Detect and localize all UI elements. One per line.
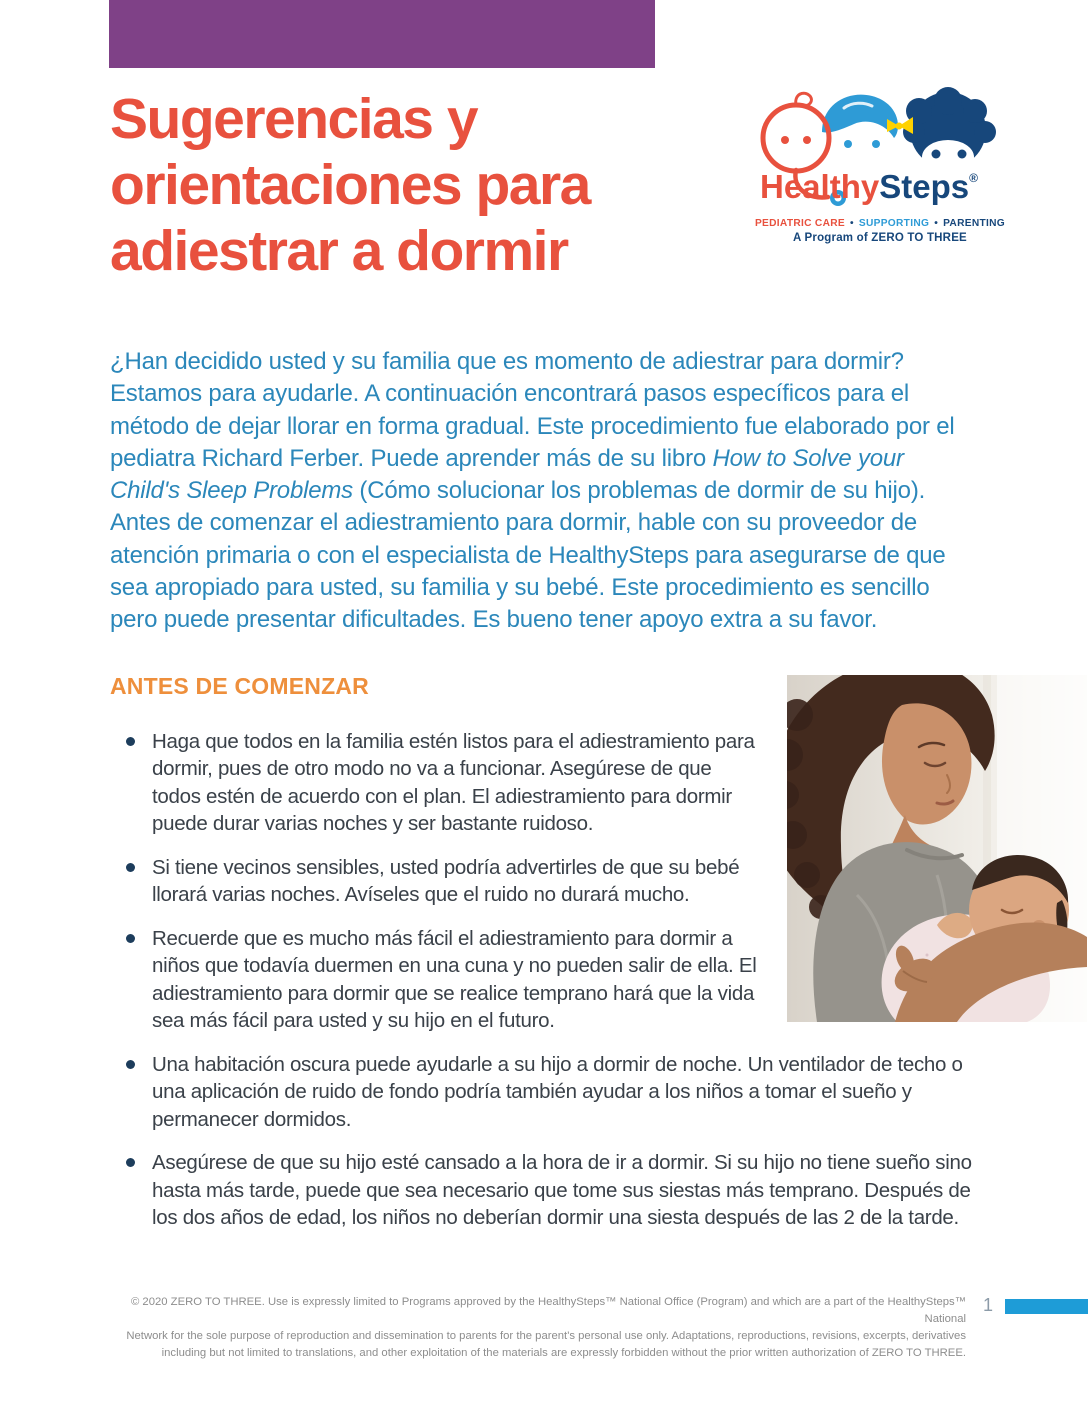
footer-accent-bar (1005, 1299, 1088, 1314)
bullet-text: Asegúrese de que su hijo esté cansado a la hora de ir a dormir. Si su hijo no tiene sueño sino hasta más tarde, puede que sea necesario que tome sus siestas más temprano. Después de los dos años de edad, los niños no deberían dormir una siesta después de las 2 de la tarde. (152, 1151, 972, 1230)
logo-wordmark-healthy: Healthy (760, 168, 880, 205)
copyright-line-1: © 2020 ZERO TO THREE. Use is expressly limited to Programs approved by the HealthySteps™ National Office (Program) and which are a part of the HealthySteps™ National (130, 1296, 966, 1325)
copyright-line-2: Network for the sole purpose of reproduction and dissemination to parents for the parent's personal use only. Adaptations, reproductions, revisions, excerpts, derivatives (126, 1330, 966, 1342)
header-accent-bar (109, 0, 655, 68)
page-title-line-3: adiestrar a dormir (110, 219, 568, 283)
bullet-text: Recuerde que es mucho más fácil el adiestramiento para dormir a niños que todavía duermen en una cuna y no pueden salir de ella. El adiestramiento para dormir que se realice temprano hará que la vida sea más fácil para usted y su hijo en el futuro. (152, 926, 757, 1033)
page-footer (110, 1294, 1088, 1362)
list-item (110, 728, 986, 838)
logo-wordmark-steps: Steps (879, 168, 970, 205)
main-content (110, 346, 986, 1248)
list-item (110, 854, 986, 909)
list-item (110, 1051, 986, 1134)
page-title-line-1: Sugerencias y (110, 87, 478, 151)
copyright-line-3: including but not limited to translations, and other exploitation of the materials are expressly forbidden without the prior written authorization of ZERO TO THREE. (161, 1347, 966, 1359)
intro-book-title: How to Solve your Child's Sleep Problems (110, 444, 904, 505)
registered-trademark-icon: ® (969, 171, 978, 185)
healthysteps-logo (752, 80, 1008, 244)
page-title-line-2: orientaciones para (110, 153, 590, 217)
child-afro-icon (903, 87, 996, 174)
page-number: 1 (983, 1295, 994, 1315)
logo-wordmark (760, 168, 978, 205)
intro-text-1: ¿Han decidido usted y su familia que es momento de adiestrar para dormir? Estamos para ayudarle. A continuación encontrará pasos específicos para el método de dejar llorar en forma gradual. Este procedimiento fue elaborado por el pediatra Richard Ferber. Puede aprender más de su libro (110, 348, 955, 472)
list-item (110, 925, 986, 1035)
tagline-supporting: SUPPORTING (858, 218, 930, 229)
tagline-pediatric-care: PEDIATRIC CARE (754, 218, 845, 229)
copyright-notice (110, 1294, 966, 1362)
bullet-text: Una habitación oscura puede ayudarle a su hijo a dormir de noche. Un ventilador de techo o una aplicación de ruido de fondo podría también ayudar a los niños a tomar el sueño y permanecer dormidos. (152, 1052, 963, 1131)
before-you-begin-section (110, 673, 986, 1232)
intro-paragraph (110, 346, 968, 637)
healthysteps-logo-graphic (752, 80, 1008, 216)
logo-program-line: A Program of ZERO TO THREE (793, 232, 967, 244)
bullet-text: Si tiene vecinos sensibles, usted podría advertirles de que su bebé llorará varias noches. Avíseles que el ruido no durará mucho. (152, 855, 740, 907)
bullet-list (110, 728, 986, 1232)
child-bow-icon (822, 95, 913, 148)
baby-face-icon (763, 93, 829, 171)
tagline-separator-icon: • (934, 218, 939, 229)
section-heading-antes-de-comenzar: ANTES DE COMENZAR (110, 672, 369, 699)
tagline-separator-icon: • (849, 218, 854, 229)
bullet-text: Haga que todos en la familia estén listos para el adiestramiento para dormir, pues de otro modo no va a funcionar. Asegúrese de que todos estén de acuerdo con el plan. El adiestramiento para dormir puede durar varias noches y ser bastante ruidoso. (152, 729, 755, 836)
logo-tagline (752, 218, 1008, 229)
tagline-parenting: PARENTING (943, 218, 1006, 229)
page-title (110, 86, 590, 284)
intro-text-2: (Cómo solucionar los problemas de dormir de su hijo). Antes de comenzar el adiestramiento para dormir, hable con su proveedor de atención primaria o con el especialista de HealthySteps para asegurarse de que sea apropiado para usted, su familia y su bebé. Este procedimiento es sencillo pero puede presentar dificultades. Es bueno tener apoyo extra a su favor. (110, 477, 946, 634)
list-item (110, 1149, 986, 1232)
